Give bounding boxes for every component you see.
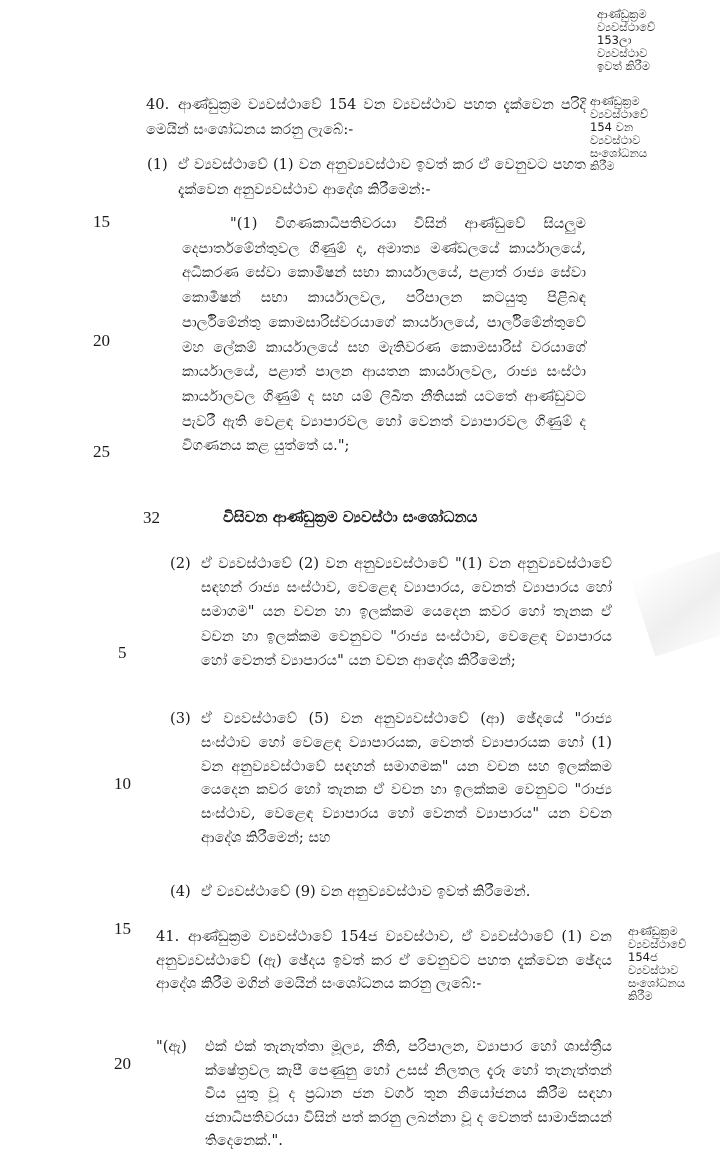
line-number: 20: [114, 1054, 131, 1073]
item-2-label: (2): [170, 555, 191, 572]
item-4-text: ඒ ව්‍යවස්ථාවේ (9) වන අනුව්‍යවස්ථාව ඉවත් කිරීමෙන්.: [201, 883, 531, 900]
line-number: 10: [114, 774, 131, 793]
quoted-paragraph-ae: එක් එක් තැනැත්තා මූල්‍ය, නීති, පරිපාලන, ව්‍යාපාර හෝ ශාස්ත්‍රීය ක්ෂේත්‍රවල කැපී පෙණුනු හෝ උසස් නිලතල දැරූ හෝ තැනැත්තන් විය යුතු වූ ද ප්‍රධාන ජන වර්ග තුන නියෝජනය කිරීම සඳහා ජනාධිපතිවරයා විසින් පත් කරනු ලබන්නා වූ ද වෙනත් සාමාජිකයන් තිදෙනෙක්.".: [205, 1038, 612, 1150]
margin-note-154: ආණ්ඩුක්‍රම ව්‍යවස්ථාවේ 154 වන ව්‍යවස්ථාව සංශෝධනය කිරීම: [590, 94, 649, 173]
item-3-label: (3): [170, 710, 191, 727]
margin-note-154j: ආණ්ඩුක්‍රම ව්‍යවස්ථාවේ 154ජ ව්‍යවස්ථාව සංශෝධනය කිරීම: [628, 924, 687, 1003]
item-4-label: (4): [170, 883, 191, 900]
running-heading: විසිවන ආණ්ඩුක්‍රම ව්‍යවස්ථා සංශෝධනය: [223, 508, 478, 526]
line-number: 15: [114, 919, 131, 938]
clause-40-number: 40.: [146, 96, 170, 113]
line-number: 25: [93, 442, 110, 461]
quoted-subarticle-1: "(1) විගණකාධිපතිවරයා විසින් ආණ්ඩුවේ සියලුම දෙපාර්තමේන්තුවල ගිණුම් ද, අමාත්‍ය මණ්ඩලයේ කාර්යාලයේ, අධිකරණ සේවා කොමිෂන් සභා කාර්යාලයේ, පළාත් රාජ්‍ය සේවා කොමිෂන් සභා කාර්යාලවල, පරිපාලන කටයුතු පිළිබඳ පාර්ලිමේන්තු කොමසාරිස්වරයාගේ කාර්යාලයේ, පාර්ලිමේන්තුවේ මහ ලේකම් කාර්යාලයේ සහ මැතිවරණ කොමසාරිස් වරයාගේ කාර්යාලයේ, පළාත් පාලන ආයතන කාර්යාලවල, රාජ්‍ය සංස්ථා කාර්යාලවල ගිණුම් ද සහ යම් ලිඛිත නීතියක් යටතේ ආණ්ඩුවට පැවරී ඇති වෙළඳ ව්‍යාපාරවල හෝ වෙනත් ව්‍යාපාරවල ගිණුම් ද විගණනය කළ යුත්තේ ය.";: [182, 215, 586, 455]
page-number: 32: [143, 508, 160, 527]
page-shadow: [631, 543, 720, 656]
item-3-text: ඒ ව්‍යවස්ථාවේ (5) වන අනුව්‍යවස්ථාවේ (ආ) ඡේදයේ "රාජ්‍ය සංස්ථාව හෝ වෙළෙඳ ව්‍යාපාරයක, වෙනත් ව්‍යාපාරයක හෝ (1) වන අනුව්‍යවස්ථාවේ සඳහන් සමාගමක" යන වචන සහ ඉලක්කම යෙදෙන කවර හෝ තැනක ඒ වචන හා ඉලක්කම වෙනුවට "රාජ්‍ය සංස්ථාව, වෙළෙඳ ව්‍යාපාරය හෝ වෙනත් ව්‍යාපාරය" යන වචන ආදේශ කිරීමෙන්; සහ: [201, 710, 612, 846]
item-1-text: ඒ ව්‍යවස්ථාවේ (1) වන අනුව්‍යවස්ථාව ඉවත් කර ඒ වෙනුවට පහත දැක්වෙන අනුව්‍යවස්ථාව ආදේශ කිරීමෙන්:-: [178, 156, 586, 198]
clause-41-text: ආණ්ඩුක්‍රම ව්‍යවස්ථාවේ 154ජ ව්‍යවස්ථාව, ඒ ව්‍යවස්ථාවේ (1) වන අනුව්‍යවස්ථාවේ (ඇ) ඡේදය ඉවත් කර ඒ වෙනුවට පහත දැක්වෙන ඡේදය ආදේශ කිරීම මගින් මෙයින් සංශෝධනය කරනු ලැබේ:-: [156, 928, 612, 992]
quote-ae-label: "(ඇ): [156, 1038, 187, 1055]
clause-41-number: 41.: [156, 928, 180, 945]
clause-40-text: ආණ්ඩුක්‍රම ව්‍යවස්ථාවේ 154 වන ව්‍යවස්ථාව පහත දැක්වෙන පරිදි මෙයින් සංශෝධනය කරනු ලැබේ:-: [146, 96, 586, 138]
item-1-label: (1): [147, 156, 168, 173]
line-number: 20: [93, 331, 110, 350]
item-2-text: ඒ ව්‍යවස්ථාවේ (2) වන අනුව්‍යවස්ථාවේ "(1) වන අනුව්‍යවස්ථාවේ සඳහන් රාජ්‍ය සංස්ථාව, වෙළෙඳ ව්‍යාපාරය, වෙනත් ව්‍යාපාරය හෝ සමාගම" යන වචන හා ඉලක්කම යෙදෙන කවර හෝ තැනක ඒ වචන හා ඉලක්කම වෙනුවට "රාජ්‍ය සංස්ථාව, වෙළෙඳ ව්‍යාපාරය හෝ වෙනත් ව්‍යාපාරය" යන වචන ආදේශ කිරීමෙන්;: [201, 555, 612, 669]
margin-note-153: ආණ්ඩුක්‍රම ව්‍යවස්ථාවේ 153ලා ව්‍යවස්ථාව ඉවත් කිරීම: [597, 7, 656, 73]
line-number: 15: [93, 212, 110, 231]
line-number: 5: [118, 643, 127, 662]
